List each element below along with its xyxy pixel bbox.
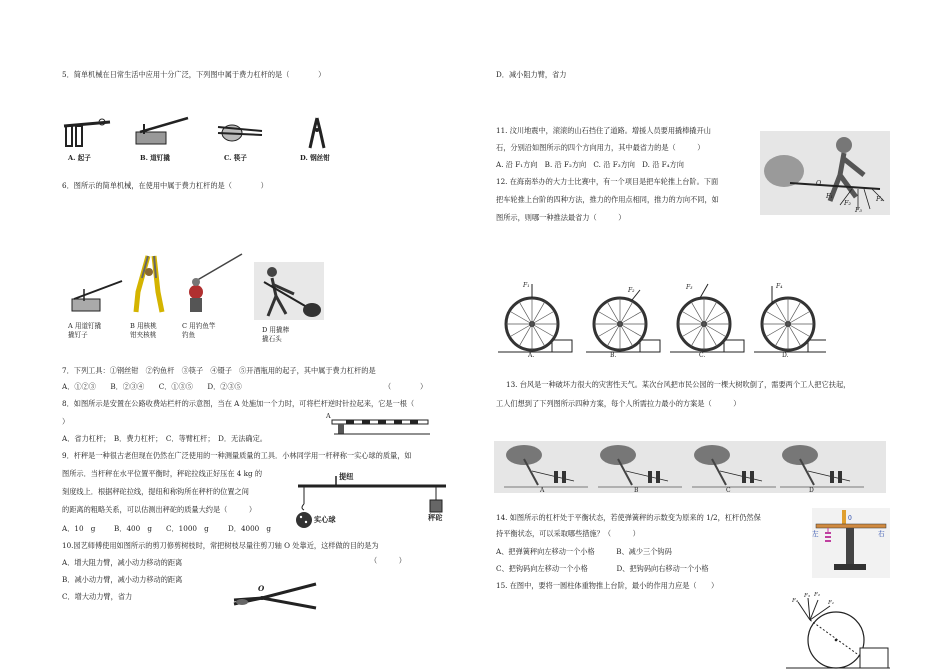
wheel-step <box>640 340 660 352</box>
q14-option-cd: C、把钩码向左移动一个小格 D、把钩码向右移动一个小格 <box>496 564 709 573</box>
q11-force-f1: F₁ <box>826 192 833 200</box>
q6-option-d-line1: D 用撬棒 <box>262 326 290 334</box>
q6-option-a-line1: A 用道钉撬 <box>68 322 102 330</box>
worker-2 <box>562 471 566 483</box>
q15-force-f2: F₂ <box>814 592 821 598</box>
q9-option-d: D．4000 g <box>228 524 272 533</box>
q9-option-c: C．1000 g <box>166 524 209 533</box>
q13-letter-b: B <box>634 487 639 494</box>
q5-option-d: D. 钢丝钳 <box>300 154 330 162</box>
q10-option-a: A．增大阻力臂，减小动力移动的距离 <box>62 558 183 567</box>
q12-figure-wheels <box>496 280 826 360</box>
q12-letter-c: C. <box>699 352 706 359</box>
q7-paren: （ ） <box>384 382 428 391</box>
tree-crown <box>694 445 730 465</box>
q5-option-c: C. 筷子 <box>224 154 247 162</box>
q6-text: 6．图所示的简单机械，在使用中属于费力杠杆的是（ ） <box>62 181 268 190</box>
q12-force-f1: F₁ <box>523 282 530 289</box>
q14-option-ab: A、把弹簧秤向左移动一个小格 B、减少三个钩码 <box>496 547 672 556</box>
q15-figure-cylinder <box>786 592 890 670</box>
q10-option-c: C．增大动力臂，省力 <box>62 592 133 601</box>
q11-point-o: O <box>816 179 822 187</box>
worker-2 <box>750 471 754 483</box>
q15-force-f1: F₁ <box>828 600 835 606</box>
worker-2 <box>656 471 660 483</box>
q12-letter-a: A. <box>528 352 535 359</box>
q11-force-f4: F₄ <box>876 195 883 203</box>
q13-line1: 13. 台风是一种破坏力很大的灾害性天气。某次台风把市民公园的一棵大树吹倒了，需要两个工人把它扶起， <box>506 380 851 389</box>
q6-figure-c <box>180 252 244 314</box>
q15-force-f4: F₄ <box>792 598 799 604</box>
q9-option-b: B．400 g <box>114 524 152 533</box>
q9-ball-label: 实心球 <box>314 515 336 524</box>
q14-right-label: 右 <box>878 530 885 538</box>
worker-1 <box>742 471 746 483</box>
wheel-step <box>552 340 572 352</box>
q15-force-f3: F₃ <box>804 593 811 599</box>
tree-crown <box>782 445 818 465</box>
wheel-step <box>724 340 744 352</box>
q9-handle-label: 提纽 <box>339 472 354 481</box>
q10-option-b: B．减小动力臂，减小动力移动的距离 <box>62 575 183 584</box>
q8-line3: A．省力杠杆； B．费力杠杆； C．等臂杠杆； D．无法确定。 <box>62 434 267 443</box>
q10-figure-shears <box>232 580 318 612</box>
worker-1 <box>830 471 834 483</box>
q14-zero-label: 0 <box>848 515 852 522</box>
q13-line2: 工人们想到了下列图所示四种方案，每个人所需拉力最小的方案是（ ） <box>496 399 741 408</box>
worker-1 <box>648 471 652 483</box>
q9-option-a: A．10 g <box>62 524 96 533</box>
q12-force-f2: F₂ <box>628 287 635 294</box>
q14-left-label: 左 <box>812 530 819 538</box>
q13-letter-c: C <box>726 487 731 494</box>
q8-figure-barrier <box>326 412 436 436</box>
q12-letter-b: B. <box>610 352 617 359</box>
q5-figure-d <box>304 116 330 150</box>
wheel-force-arrow <box>700 284 708 298</box>
q13-figure-trees <box>494 441 886 493</box>
q6-option-d-line2: 撬石头 <box>262 334 282 343</box>
q9-line3: 刻度线上．根据秤砣拉线，提纽和称钩所在秤杆的位置之间 <box>62 487 249 496</box>
q10-line1: 10.园艺师傅使用如图所示的剪刀修剪树枝时，常把树枝尽量往剪刀轴 O 处靠近，这样做的目的是为 <box>62 541 379 550</box>
q14-line2: 持平衡状态，可以采取哪些措施？（ ） <box>496 529 640 538</box>
wheel-step <box>808 340 826 352</box>
tree-rope <box>720 471 762 481</box>
q6-option-b <box>130 322 157 340</box>
q6-option-c <box>182 322 216 340</box>
q5-option-b: B. 道钉撬 <box>140 154 170 162</box>
q8-line2: ） <box>62 417 70 426</box>
q9-line2: 图所示．当杆秤在水平位置平衡时，秤砣拉线正好压在 4 kg 的 <box>62 469 263 478</box>
q10-option-d: D．减小阻力臂，省力 <box>496 70 567 79</box>
q5-figure-c <box>214 119 264 147</box>
q11-line2: 石，分别沿如图所示的四个方向用力，其中最省力的是（ ） <box>496 143 705 152</box>
q8-line1: 8．如图所示是安置在公路收费站栏杆的示意图，当在 A 处施加一个力时，可将栏杆逆时针拉起来，它是一根（ <box>62 399 415 408</box>
q6-figure-a <box>70 275 124 315</box>
q12-line1: 12. 在海南举办的大力士比赛中，有一个项目是把车轮推上台阶。下面 <box>496 177 719 186</box>
q6-option-d <box>262 326 289 344</box>
worker-1 <box>554 471 558 483</box>
q6-option-c-line1: C 用钓鱼竿 <box>182 322 216 330</box>
tree-rope <box>626 471 668 481</box>
q6-option-c-line2: 钓鱼 <box>182 330 196 339</box>
q13-letter-d: D <box>809 487 814 494</box>
q9-line1: 9．杆秤是一种很古老但现在仍然在广泛使用的一种测量质量的工具．小林同学用一杆秤称一实心球的质量，如 <box>62 451 412 460</box>
q7-line1: 7．下列工具：①钢丝钳 ②钓鱼杆 ③筷子 ④镊子 ⑤开酒瓶用的起子，其中属于费力杠杆的是 <box>62 366 376 375</box>
q15-line1: 15. 在图中，要将一圆柱体重物推上台阶，最小的作用力应是（ ） <box>496 581 719 590</box>
q6-option-b-line1: B 用核桃 <box>130 322 157 330</box>
tree-rope <box>808 471 850 481</box>
q11-force-f3: F₃ <box>855 206 862 214</box>
q11-line1: 11. 汶川地震中，滚滚的山石挡住了道路。增援人员要用撬棒撬开山 <box>496 126 711 135</box>
q10-paren: （ ） <box>370 556 406 565</box>
q11-options: A. 沿 F₁方向 B. 沿 F₂方向 C. 沿 F₃方向 D. 沿 F₄方向 <box>496 160 684 169</box>
q9-line4: 的距离的粗略关系，可以估测出秤砣的质量大约是（ ） <box>62 505 257 514</box>
q12-line3: 图所示，则哪一种推法最省力（ ） <box>496 213 626 222</box>
q5-figure-b <box>134 116 190 148</box>
q5-text: 5．简单机械在日常生活中应用十分广泛，下列图中属于费力杠杆的是（ ） <box>62 70 326 79</box>
q11-figure-crowbar <box>760 131 890 215</box>
q11-force-f2: F₂ <box>844 199 851 207</box>
q12-force-f4: F₄ <box>776 283 783 290</box>
q7-line2: A．①②③ B．②③④ C．①③⑤ D．②③⑤ <box>62 382 242 391</box>
tree-rope <box>532 471 574 481</box>
q8-point-a: A <box>326 412 331 420</box>
q6-figure-d <box>254 262 324 320</box>
q6-option-a-line2: 撬钉子 <box>68 330 88 339</box>
q6-figure-b <box>128 252 172 314</box>
tree-crown <box>506 445 542 465</box>
q13-letter-a: A <box>540 487 545 494</box>
q10-point-o: O <box>258 584 265 593</box>
q6-option-b-line2: 钳夹核桃 <box>130 330 157 339</box>
q12-line2: 把车轮推上台阶的四种方法，推力的作用点相同，推力的方向不同，如 <box>496 195 719 204</box>
q9-figure-steelyard <box>290 474 450 534</box>
q12-force-f3: F₃ <box>686 284 693 291</box>
tree-crown <box>600 445 636 465</box>
q5-option-a: A. 起子 <box>68 154 91 162</box>
q9-weight-label: 秤砣 <box>428 513 443 522</box>
q6-option-a <box>68 322 101 340</box>
worker-2 <box>838 471 842 483</box>
q5-figure-a <box>62 118 112 148</box>
q12-letter-d: D. <box>782 352 789 359</box>
q14-line1: 14. 如图所示的杠杆处于平衡状态，若使弹簧秤的示数变为原来的 1/2，杠杆仍然保 <box>496 513 761 522</box>
